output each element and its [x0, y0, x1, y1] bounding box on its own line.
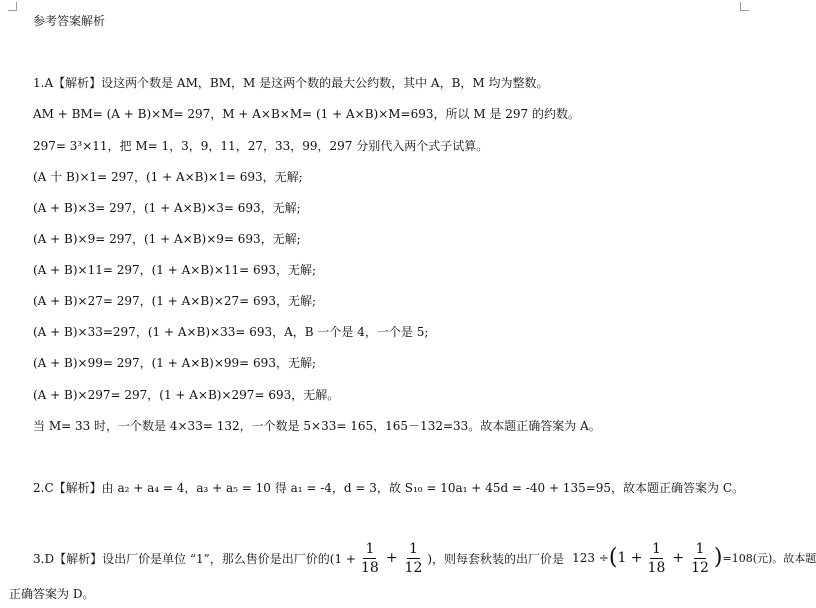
q3-fraction-2 [403, 541, 425, 576]
q3-plus-1: + [385, 550, 398, 566]
q3-fraction-4-denominator: 12 [691, 559, 709, 576]
q3-calc-prefix: 123 ÷ [572, 551, 609, 565]
q3-close-paren: ) [713, 545, 723, 570]
q1-line-1: 1.A【解析】设这两个数是 AM，BM，M 是这两个数的最大公约数，其中 A，B，M 均为整数。 [33, 76, 549, 90]
page-corner-mark-left [8, 2, 17, 11]
q3-result: =108(元)。故本题 [722, 552, 816, 565]
q3-tail: 正确答案为 D。 [9, 587, 95, 601]
q1-line-5: (A + B)×3= 297，(1 + A×B)×3= 693，无解; [33, 201, 301, 215]
q1-line-10: (A + B)×99= 297，(1 + A×B)×99= 693，无解; [33, 356, 316, 370]
page-corner-mark-right [740, 2, 749, 11]
q3-fraction-3-denominator: 18 [647, 559, 666, 576]
q1-line-2: AM + BM= (A + B)×M= 297，M + A×B×M= (1 + A×B)×M=693，所以 M 是 297 的约数。 [33, 107, 580, 121]
q1-conclusion: 当 M= 33 时，一个数是 4×33= 132，一个数是 5×33= 165，165－132=33。故本题正确答案为 A。 [33, 419, 601, 433]
q3-fraction-4-numerator: 1 [695, 540, 705, 557]
q3-open-paren: ( [608, 545, 618, 570]
q1-line-3: 297= 3³×11，把 M= 1，3，9，11，27，33，99，297 分别代入两个式子试算。 [33, 139, 489, 153]
q1-line-6: (A + B)×9= 297，(1 + A×B)×9= 693，无解; [33, 232, 301, 246]
q1-line-4: (A 十 B)×1= 297，(1 + A×B)×1= 693，无解; [33, 170, 303, 184]
q3-line [33, 538, 816, 578]
q3-fraction-4 [689, 541, 711, 576]
page-title: 参考答案解析 [33, 14, 106, 28]
q1-line-9: (A + B)×33=297，(1 + A×B)×33= 693，A，B 一个是 4，一个是 5; [33, 325, 429, 339]
q3-fraction-3 [646, 541, 668, 576]
q3-fraction-1-denominator: 18 [360, 559, 379, 576]
q1-line-7: (A + B)×11= 297，(1 + A×B)×11= 693，无解; [33, 263, 316, 277]
q3-fraction-2-denominator: 12 [404, 559, 423, 576]
q1-line-8: (A + B)×27= 297，(1 + A×B)×27= 693，无解; [33, 294, 316, 308]
q3-fraction-1 [359, 541, 381, 576]
q3-middle: )，则每套秋装的出厂价是 [427, 551, 565, 566]
q1-line-11: (A + B)×297= 297，(1 + A×B)×297= 693，无解。 [33, 388, 340, 402]
q3-plus-2: + [672, 550, 685, 566]
q3-fraction-1-numerator: 1 [365, 540, 375, 557]
q3-fraction-2-numerator: 1 [409, 540, 418, 557]
q3-prefix: 3.D【解析】设出厂价是单位 “1”，那么售价是出厂价的(1 + [33, 551, 356, 566]
q3-fraction-3-numerator: 1 [651, 540, 661, 557]
q2-line: 2.C【解析】由 a₂ + a₄ = 4，a₃ + a₅ = 10 得 a₁ = -4，d = 3，故 S₁₀ = 10a₁ + 45d = -40 + 135=95，故本题正确答案为 C。 [33, 481, 745, 495]
q3-one-plus: 1 + [617, 550, 643, 566]
